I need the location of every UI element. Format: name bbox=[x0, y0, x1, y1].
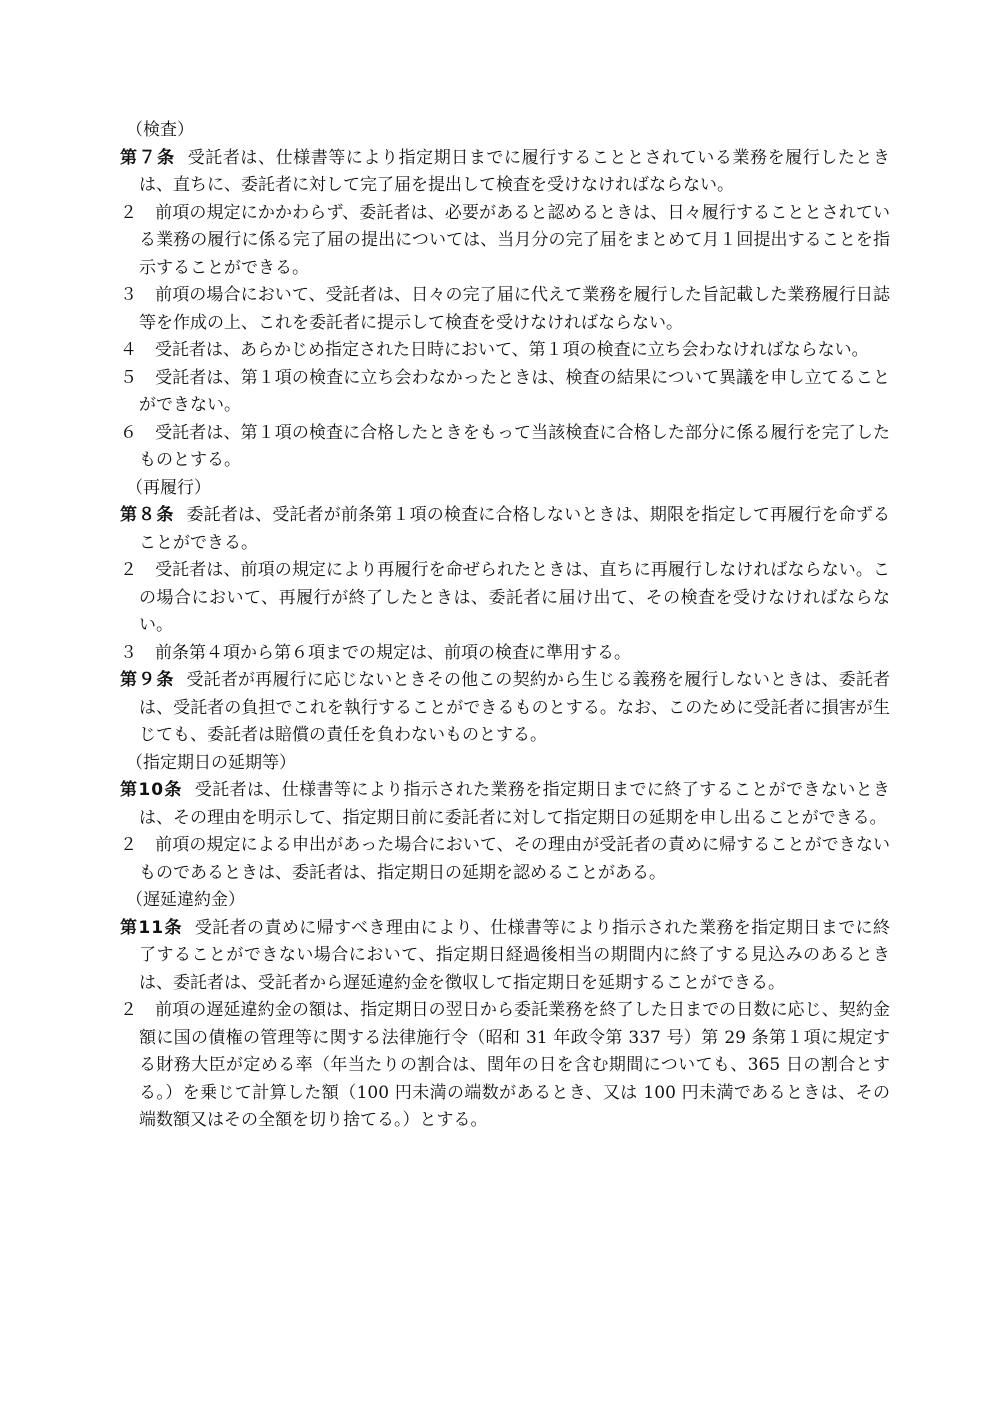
clause-paragraph bbox=[120, 337, 890, 365]
clause-paragraph bbox=[120, 832, 890, 887]
article-text: 受託者は、仕様書等により指示された業務を指定期日までに終了することができないときは、その理由を明示して、指定期日前に委託者に対して指定期日の延期を申し出ることができる。 bbox=[139, 780, 890, 828]
article-label: 第８条 bbox=[120, 505, 175, 525]
document-body bbox=[120, 117, 890, 1135]
clause-text: 前条第４項から第６項までの規定は、前項の検査に準用する。 bbox=[155, 642, 631, 663]
article-paragraph bbox=[120, 502, 890, 557]
article-label: 第９条 bbox=[120, 670, 175, 690]
clause-text: 前項の遅延違約金の額は、指定期日の翌日から委託業務を終了した日までの日数に応じ、契約金額に国の債権の管理等に関する法律施行令（昭和 31 年政令第 337 号）第 29 条第１項に規定する財務大臣が定める率（年当たりの割合は、閏年の日を含む期間についても、365 日の割合とする。）を乗じて計算した額（100 円未満の端数があるとき、又は 100 円未満であるときは、その端数額又はその全額を切り捨てる。）とする。 bbox=[139, 1000, 890, 1130]
article-label: 第11条 bbox=[120, 917, 183, 938]
clause-paragraph bbox=[120, 997, 890, 1135]
clause-paragraph bbox=[120, 365, 890, 420]
clause-paragraph bbox=[120, 282, 890, 337]
article-text: 受託者が再履行に応じないときその他この契約から生じる義務を履行しないときは、委託者は、受託者の負担でこれを執行することができるものとする。なお、このために受託者に損害が生じても、委託者は賠償の責任を負わないものとする。 bbox=[139, 670, 891, 745]
clause-text: 前項の規定による申出があった場合において、その理由が受託者の責めに帰することができないものであるときは、委託者は、指定期日の延期を認めることがある。 bbox=[139, 835, 890, 883]
article-text: 委託者は、受託者が前条第１項の検査に合格しないときは、期限を指定して再履行を命ずることができる。 bbox=[139, 505, 891, 553]
article-label: 第７条 bbox=[120, 147, 176, 168]
clause-number: ３ bbox=[120, 642, 137, 663]
article-text: 受託者は、仕様書等により指定期日までに履行することとされている業務を履行したときは、直ちに、委託者に対して完了届を提出して検査を受けなければならない。 bbox=[139, 147, 891, 195]
clause-text: 受託者は、第１項の検査に立ち会わなかったときは、検査の結果について異議を申し立てることができない。 bbox=[139, 367, 890, 415]
clause-number: ５ bbox=[120, 367, 137, 388]
section-caption: （指定期日の延期等） bbox=[126, 752, 296, 773]
clause-paragraph bbox=[120, 420, 890, 475]
section-caption: （検査） bbox=[126, 120, 194, 140]
clause-number: ６ bbox=[120, 422, 137, 443]
clause-paragraph bbox=[120, 557, 890, 640]
article-paragraph bbox=[120, 915, 890, 998]
clause-text: 受託者は、前項の規定により再履行を命ぜられたときは、直ちに再履行しなければならない。この場合において、再履行が終了したときは、委託者に届け出て、その検査を受けなければならない。 bbox=[139, 560, 890, 635]
article-label: 第10条 bbox=[120, 780, 183, 800]
clause-number: ２ bbox=[120, 560, 137, 580]
clause-number: ２ bbox=[120, 835, 137, 855]
clause-number: ３ bbox=[120, 285, 137, 305]
clause-paragraph bbox=[120, 640, 890, 668]
clause-number: ２ bbox=[120, 202, 137, 223]
clause-text: 受託者は、第１項の検査に合格したときをもって当該検査に合格した部分に係る履行を完了したものとする。 bbox=[139, 422, 890, 470]
clause-number: ４ bbox=[120, 340, 137, 360]
clause-paragraph bbox=[120, 200, 890, 283]
section-caption: （遅延違約金） bbox=[126, 890, 245, 910]
article-paragraph bbox=[120, 777, 890, 832]
section-caption: （再履行） bbox=[126, 477, 211, 498]
article-paragraph bbox=[120, 667, 890, 750]
clause-number: ２ bbox=[120, 1000, 137, 1020]
clause-text: 受託者は、あらかじめ指定された日時において、第１項の検査に立ち会わなければならない。 bbox=[155, 340, 869, 360]
article-text: 受託者の責めに帰すべき理由により、仕様書等により指示された業務を指定期日までに終了することができない場合において、指定期日経過後相当の期間内に終了する見込みのあるときは、委託者は、受託者から遅延違約金を徴収して指定期日を延期することができる。 bbox=[139, 917, 890, 993]
article-paragraph bbox=[120, 145, 890, 200]
clause-text: 前項の規定にかかわらず、委託者は、必要があると認めるときは、日々履行することとされている業務の履行に係る完了届の提出については、当月分の完了届をまとめて月１回提出することを指示することができる。 bbox=[139, 202, 890, 278]
clause-text: 前項の場合において、受託者は、日々の完了届に代えて業務を履行した旨記載した業務履行日誌等を作成の上、これを委託者に提示して検査を受けなければならない。 bbox=[139, 285, 890, 333]
